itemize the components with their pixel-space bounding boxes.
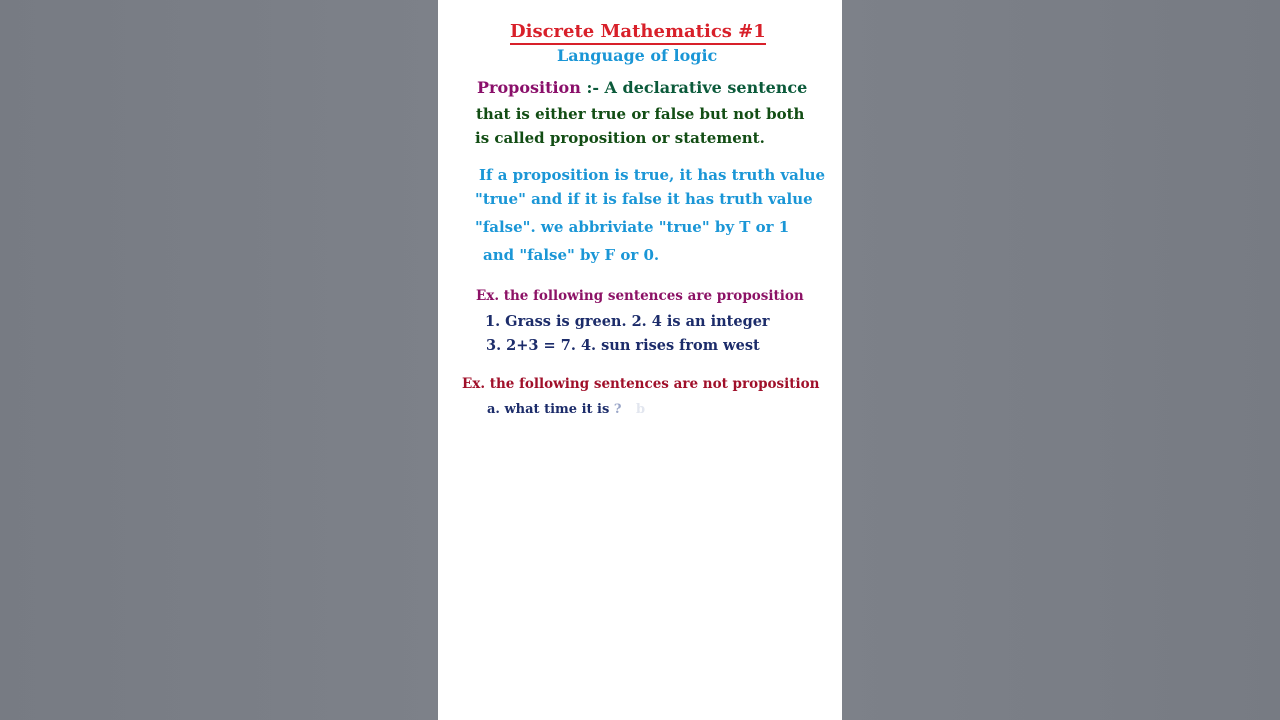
definition-line-1-rest: :- A declarative sentence: [586, 78, 808, 97]
truth-value-line-4: and "false" by F or 0.: [483, 246, 660, 264]
note-page: [438, 0, 842, 720]
definition-term: Proposition: [477, 78, 581, 97]
non-proposition-item-a: [487, 402, 645, 417]
truth-value-line-1: If a proposition is true, it has truth value: [479, 166, 826, 184]
non-proposition-item-b-partial: b: [635, 402, 646, 417]
page-title: Discrete Mathematics #1: [510, 21, 766, 45]
definition-line-1: [477, 78, 807, 97]
non-proposition-examples-heading: Ex. the following sentences are not proposition: [462, 376, 820, 392]
truth-value-line-2: "true" and if it is false it has truth value: [475, 190, 813, 208]
definition-line-2: that is either true or false but not both: [476, 105, 805, 123]
proposition-examples-heading: Ex. the following sentences are proposition: [476, 288, 804, 304]
non-proposition-item-a-text: a. what time it is: [487, 402, 610, 417]
proposition-examples-line-1: 1. Grass is green. 2. 4 is an integer: [485, 313, 770, 330]
truth-value-line-3: "false". we abbriviate "true" by T or 1: [475, 218, 790, 236]
page-subtitle: Language of logic: [557, 46, 718, 65]
proposition-examples-line-2: 3. 2+3 = 7. 4. sun rises from west: [486, 337, 760, 354]
non-proposition-item-a-mark: ?: [613, 402, 622, 417]
definition-line-3: is called proposition or statement.: [475, 129, 765, 147]
right-backdrop: [842, 0, 1280, 720]
left-backdrop: [0, 0, 438, 720]
